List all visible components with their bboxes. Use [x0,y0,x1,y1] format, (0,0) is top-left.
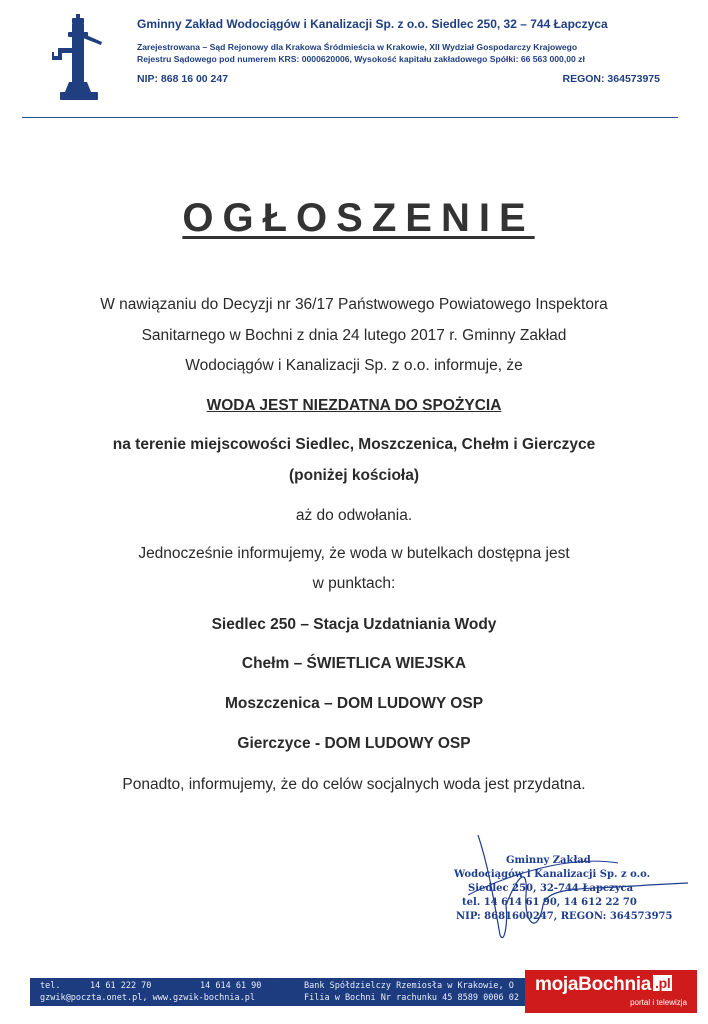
nip-number: NIP: 868 16 00 247 [137,73,229,85]
bottled-line: w punktach: [312,575,396,592]
area-line: (poniżej kościoła) [288,467,420,484]
header-divider [22,117,678,118]
registration-line: Zarejestrowana – Sąd Rejonowy dla Krakowa Śródmieścia w Krakowie, XII Wydział Gospodarczy Krajowego [137,42,578,52]
distribution-point: Gierczyce - DOM LUDOWY OSP [237,735,471,752]
company-name: Gminny Zakład Wodociągów i Kanalizacji Sp. z o.o. Siedlec 250, 32 – 744 Łapczyca [137,17,608,31]
footer-bar [30,978,525,1006]
distribution-point: Siedlec 250 – Stacja Uzdatniania Wody [211,616,497,633]
stamp-line: NIP: 8681600247, REGON: 364573975 [456,911,673,922]
footer-contact: gzwik@poczta.onet.pl, www.gzwik-bochnia.pl [40,993,255,1003]
stamp-line: Wodociągów i Kanalizacji Sp. z o.o. [454,869,651,880]
registration-line: Rejestru Sądowego pod numerem KRS: 0000620006, Wysokość kapitału zakładowego Spółki: 66 563 000,00 zł [137,54,585,64]
footer-phone: 14 61 222 70 [90,981,152,991]
watermark-brand [535,974,672,996]
intro-line: Sanitarnego w Bochni z dnia 24 lutego 2017 r. Gminny Zakład [141,327,567,344]
company-stamp [448,835,693,955]
footer-bank: Bank Spółdzielczy Rzemiosła w Krakowie, O [304,981,514,991]
until-line: aż do odwołania. [295,507,413,524]
footer-tel-label: tel. [40,981,61,991]
stamp-line: Siedlec 250, 32-744 Łapczyca [468,883,634,894]
bottled-line: Jednocześnie informujemy, że woda w butelkach dostępna jest [138,545,570,562]
watermark-brand-text: mojaBochnia [535,974,651,995]
stamp-line: Gminny Zakład [506,855,591,866]
regon-number: REGON: 364573975 [562,73,660,85]
stamp-line: tel. 14 614 61 90, 14 612 22 70 [462,897,637,908]
distribution-point: Moszczenica – DOM LUDOWY OSP [224,695,484,712]
registration-info [137,41,585,65]
signature-icon [448,835,693,955]
distribution-point: Chełm – ŚWIETLICA WIEJSKA [241,655,467,672]
watermark-badge: .pl [655,975,671,991]
closing-line: Ponadto, informujemy, że do celów socjalnych woda jest przydatna. [122,776,586,793]
footer-phone: 14 614 61 90 [200,981,262,991]
watermark-tagline: portal i telewizja [630,998,687,1007]
watermark-logo [525,970,697,1013]
area-line: na terenie miejscowości Siedlec, Moszczenica, Chełm i Gierczyce [112,436,596,453]
intro-line: W nawiązaniu do Decyzji nr 36/17 Państwowego Powiatowego Inspektora [100,296,608,313]
notice-title [0,196,708,241]
warning-text: WODA JEST NIEZDATNA DO SPOŻYCIA [206,397,502,414]
warning-line [0,397,708,415]
footer-bank: Filia w Bochni Nr rachunku 45 8589 0006 02 [304,993,519,1003]
notice-title-text: OGŁOSZENIE [182,196,535,240]
intro-line: Wodociągów i Kanalizacji Sp. z o.o. informuje, że [185,357,523,374]
water-pump-icon [50,12,108,104]
